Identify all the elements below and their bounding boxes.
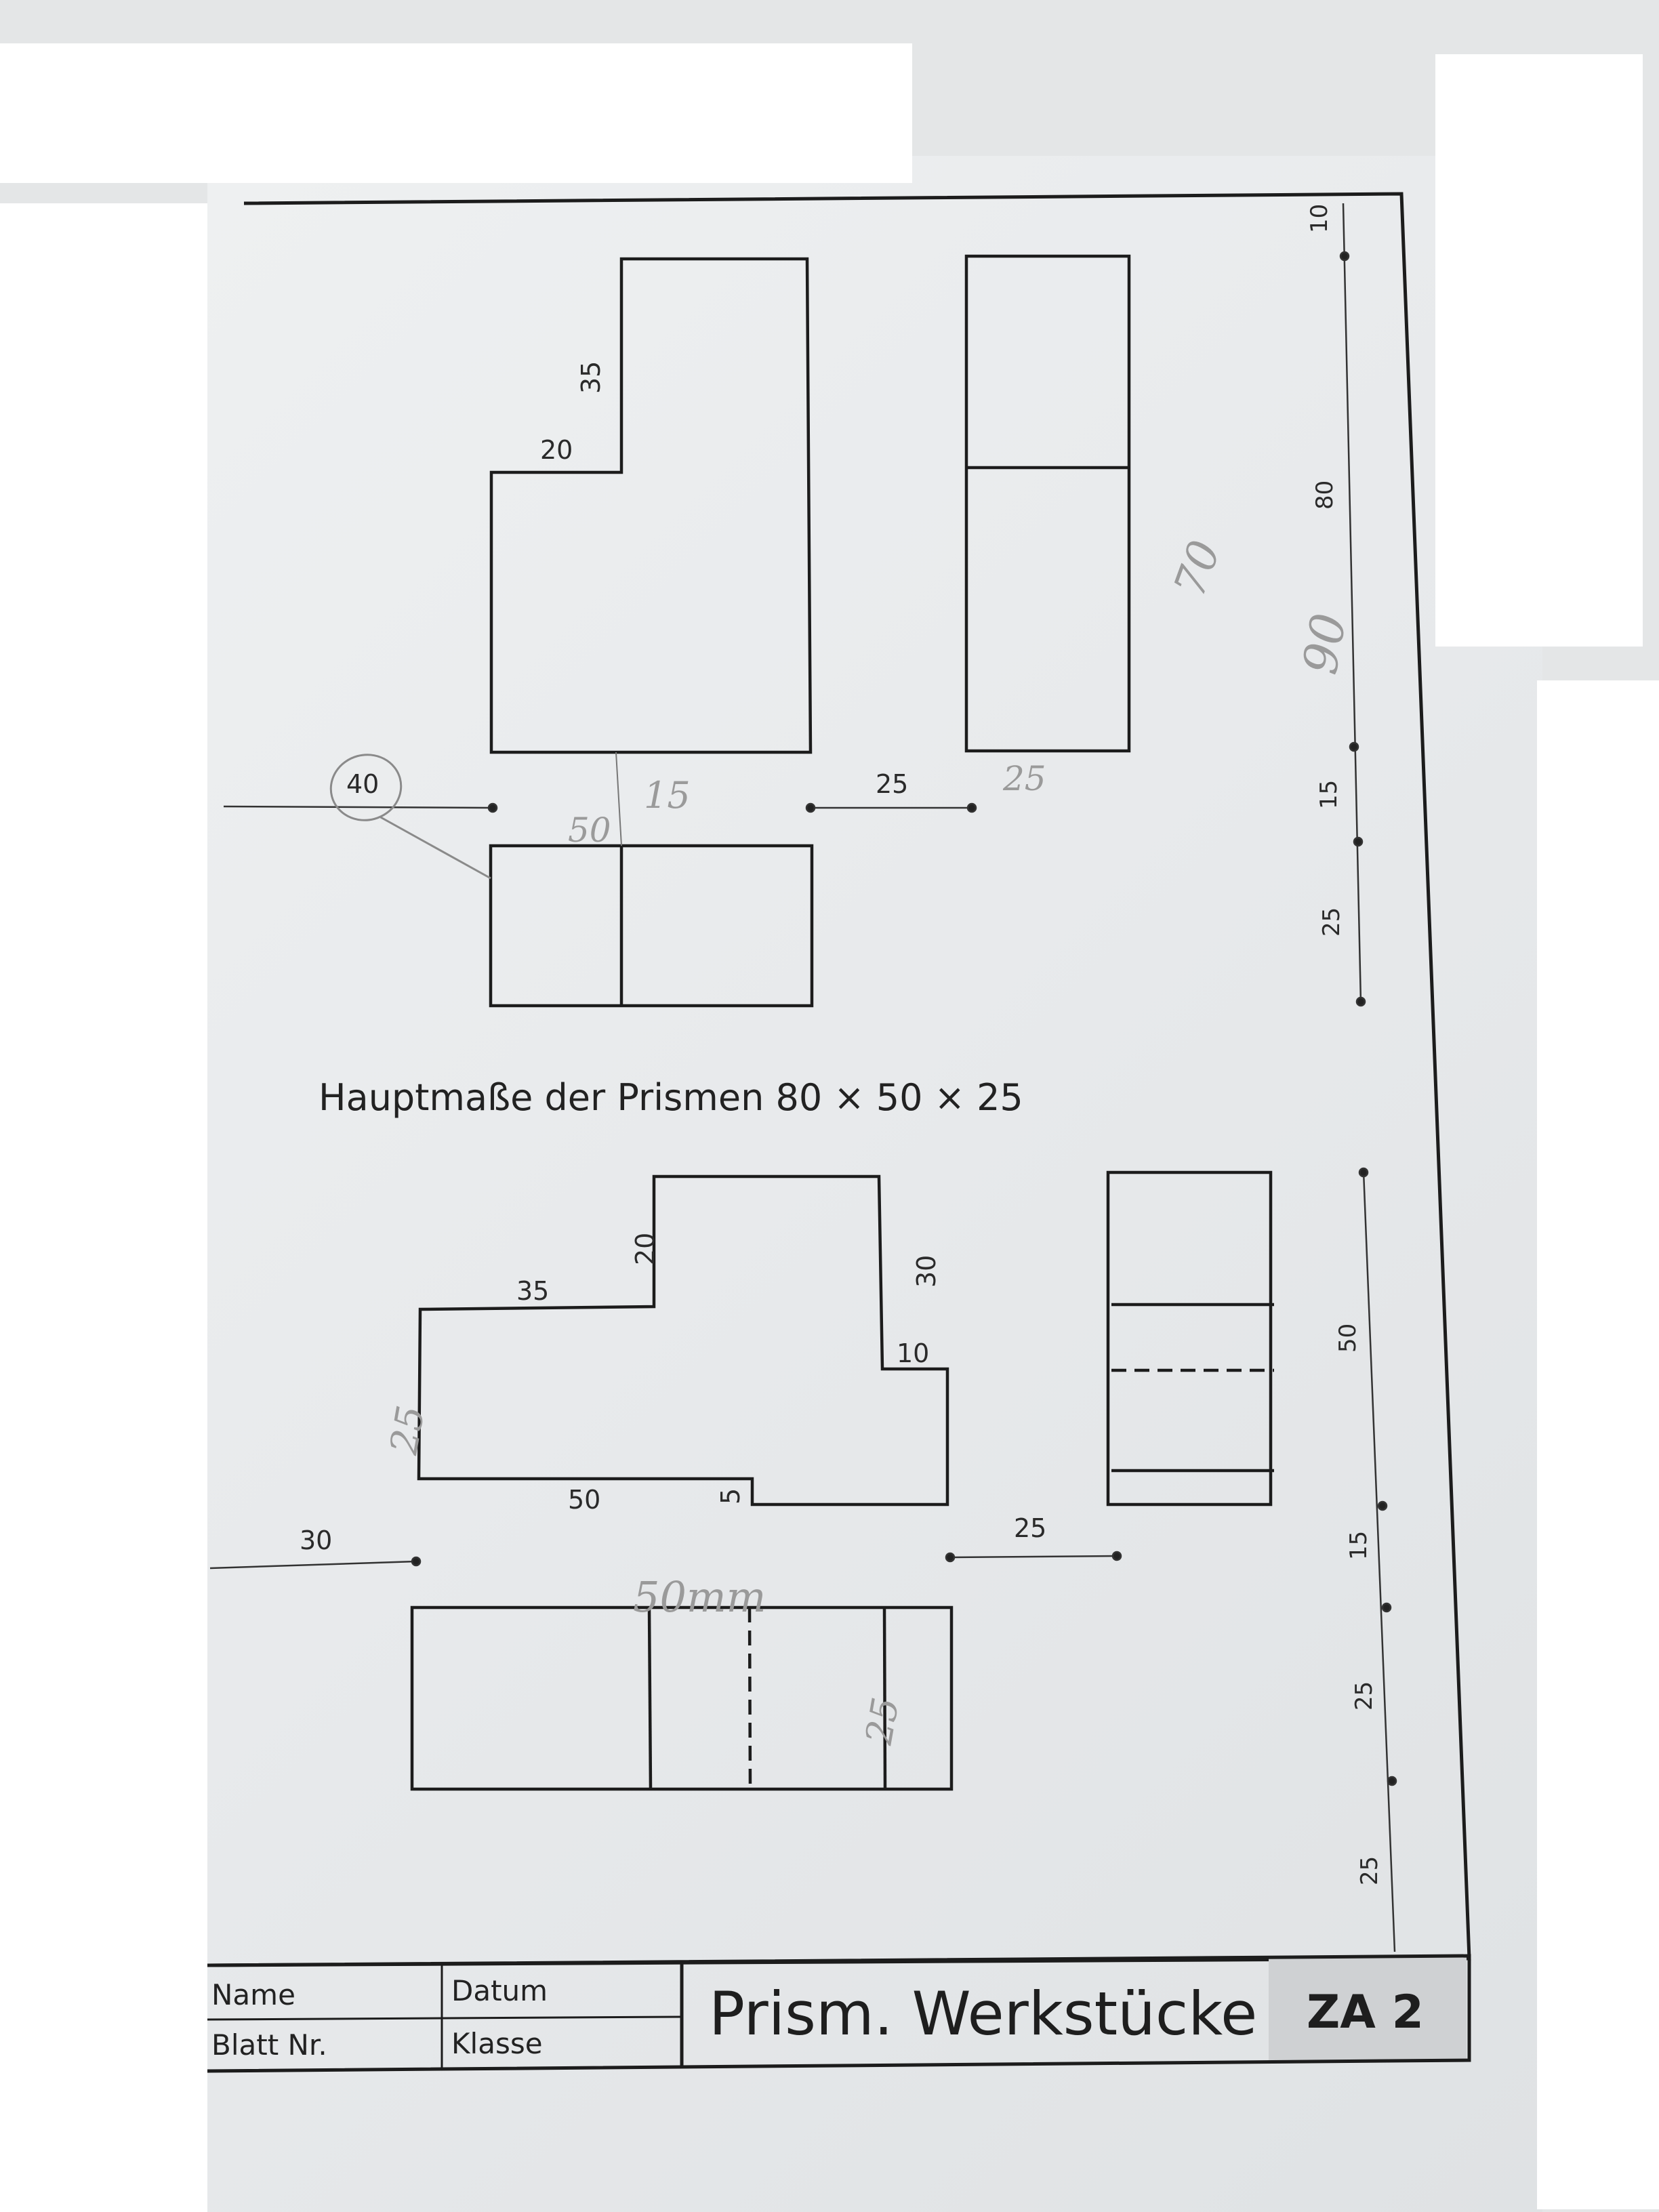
dim-bottom-gap: 25 [1014, 1513, 1047, 1543]
hand-note-90: 90 [1292, 609, 1357, 678]
dim-bside-25a: 25 [1351, 1681, 1378, 1711]
dim-right-height: 30 [912, 1254, 941, 1288]
dim-bottom-left-offset: 30 [300, 1525, 333, 1555]
dim-bottom-width: 50 [568, 1485, 601, 1515]
figure-caption: Hauptmaße der Prismen 80 × 50 × 25 [319, 1076, 1023, 1119]
sheet-code: ZA 2 [1307, 1986, 1424, 2039]
label-klasse: Klasse [451, 2027, 543, 2060]
label-name: Name [211, 1978, 295, 2011]
redaction-left [0, 203, 207, 2212]
label-datum: Datum [451, 1974, 548, 2007]
dim-left-step: 35 [516, 1276, 550, 1306]
hand-note-70: 70 [1164, 534, 1231, 604]
redaction-top-left [0, 43, 912, 183]
label-blatt-nr: Blatt Nr. [211, 2028, 327, 2062]
top-side-view [966, 256, 1129, 751]
dim-notch: 5 [716, 1488, 745, 1504]
dim-top-gap: 25 [876, 769, 909, 799]
dim-bside-50: 50 [1334, 1323, 1361, 1353]
dim-front-step-width: 20 [540, 435, 573, 465]
hand-note-50mm: 50mm [633, 1572, 766, 1622]
sheet-title: Prism. Werkstücke [709, 1979, 1258, 2049]
dim-bside-25b: 25 [1356, 1856, 1383, 1885]
bottom-side-view [1108, 1172, 1274, 1504]
dim-bside-15: 15 [1345, 1530, 1372, 1560]
hand-note-25-left: 25 [382, 1402, 434, 1458]
bottom-front-view [419, 1176, 947, 1504]
hand-note-15: 15 [644, 774, 691, 817]
dim-upper-height: 20 [630, 1232, 660, 1265]
dim-side-25: 25 [1318, 907, 1345, 937]
dim-side-10: 10 [1306, 203, 1333, 233]
hand-note-25-top: 25 [1003, 759, 1046, 798]
dim-front-step-height: 35 [576, 361, 606, 394]
dim-side-15: 15 [1315, 779, 1343, 809]
redaction-right-upper [1435, 54, 1643, 647]
hand-note-25-plan: 25 [857, 1694, 907, 1748]
hand-note-50: 50 [568, 811, 611, 850]
top-plan-view [491, 846, 812, 1006]
dim-top-left-offset: 40 [346, 769, 380, 799]
dim-right-step: 10 [897, 1338, 930, 1368]
top-front-view [491, 259, 811, 752]
dim-side-80: 80 [1311, 480, 1338, 510]
redaction-right-lower [1537, 680, 1659, 2209]
